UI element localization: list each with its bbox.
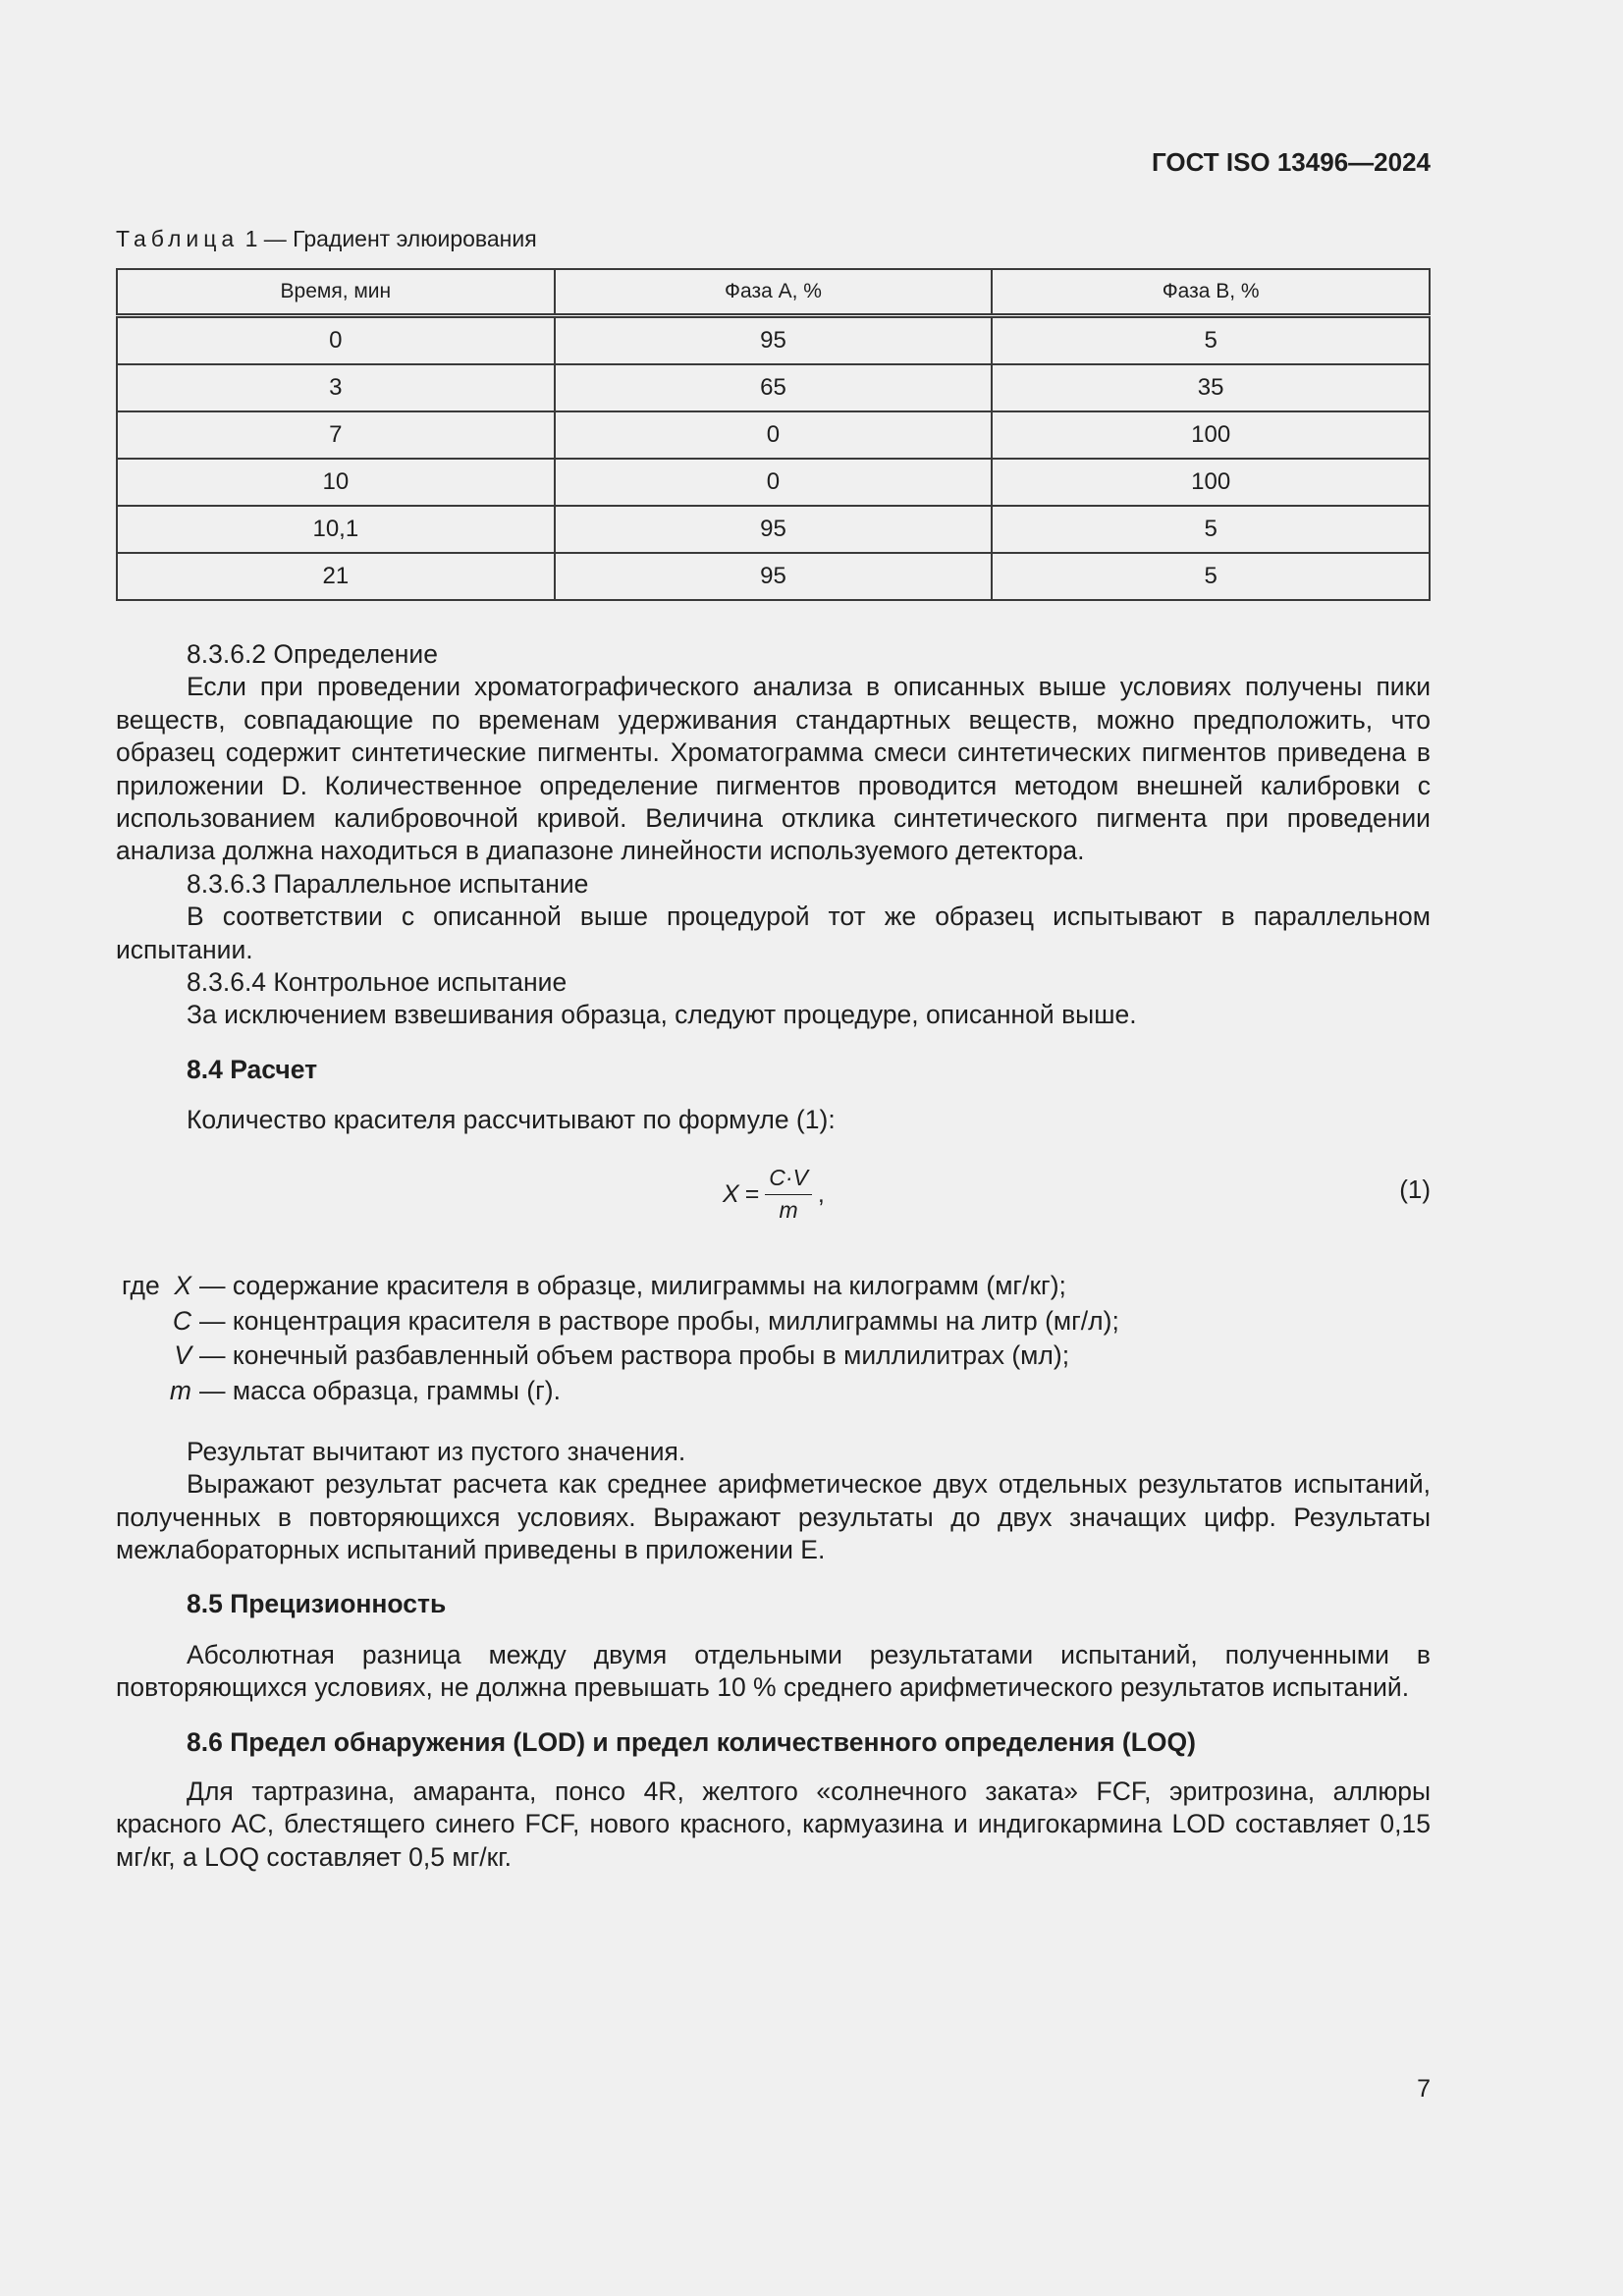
elution-gradient-table — [116, 268, 1431, 601]
table-cell: 95 — [555, 553, 993, 600]
table-cell: 10,1 — [117, 506, 555, 553]
formula-definitions — [122, 1269, 1119, 1408]
table-cell: 5 — [992, 316, 1430, 365]
document-code: ГОСТ ISO 13496—2024 — [1151, 147, 1431, 177]
paragraph: В соответствии с описанной выше процедурой тот же образец испытывают в параллельном испытании. — [116, 902, 1431, 964]
section-8-6-heading — [116, 1726, 1431, 1759]
table-cell: 10 — [117, 459, 555, 506]
table-header-row — [117, 269, 1430, 316]
table-row — [117, 364, 1430, 411]
formula-equals: = — [744, 1179, 760, 1208]
definition-symbol: m — [169, 1375, 191, 1405]
table-cell: 65 — [555, 364, 993, 411]
result-paragraphs — [116, 1436, 1431, 1567]
section-8-5-text — [116, 1639, 1431, 1705]
paragraph: Если при проведении хроматографического анализа в описанных выше условиях получены пики веществ, совпадающие по временам удерживания стандартных веществ, можно предположить, что образец содержит синтетические пигменты. Хроматограмма смеси синтетических пигментов приведена в приложении D. Количественное определение пигментов проводится методом внешней калибровки с использованием калибровочной кривой. Величина отклика синтетического пигмента при проведении анализа должна находиться в диапазоне линейности используемого детектора. — [116, 672, 1431, 866]
paragraph: Абсолютная разница между двумя отдельными результатами испытаний, полученными в повторяющихся условиях, не должна превышать 10 % среднего арифметического результатов испытаний. — [116, 1640, 1431, 1703]
definition-row — [122, 1339, 1119, 1374]
section-heading: 8.3.6.2 Определение — [187, 639, 438, 669]
column-header-time: Время, мин — [117, 269, 555, 316]
section-heading: 8.3.6.3 Параллельное испытание — [187, 868, 589, 899]
table-cell: 100 — [992, 411, 1430, 459]
table-cell: 95 — [555, 316, 993, 365]
formula-fraction — [765, 1165, 812, 1224]
table-cell: 35 — [992, 364, 1430, 411]
table-cell: 0 — [555, 411, 993, 459]
paragraph: Для тартразина, амаранта, понсо 4R, желтого «солнечного заката» FCF, эритрозина, аллюры красного АС, блестящего синего FCF, нового красного, кармуазина и индигокармина LOD составляет 0,15 мг/кг, а LOQ составляет 0,5 мг/кг. — [116, 1777, 1431, 1872]
formula-comma: , — [817, 1179, 825, 1208]
table-cell: 0 — [117, 316, 555, 365]
section-heading: 8.5 Прецизионность — [187, 1589, 447, 1618]
table-caption — [116, 226, 537, 252]
formula-numerator: C·V — [765, 1165, 812, 1195]
page-number: 7 — [1417, 2075, 1431, 2103]
formula-denominator: m — [779, 1197, 798, 1223]
definition-text: — концентрация красителя в растворе пробы, миллиграммы на литр (мг/л); — [199, 1305, 1119, 1336]
table-row — [117, 553, 1430, 600]
table-row — [117, 316, 1430, 365]
section-8-3-6 — [116, 638, 1431, 1032]
definition-text: — масса образца, граммы (г). — [199, 1375, 561, 1405]
formula-1 — [723, 1165, 825, 1224]
table-cell: 5 — [992, 506, 1430, 553]
definition-row — [122, 1304, 1119, 1339]
table-cell: 7 — [117, 411, 555, 459]
table-row — [117, 411, 1430, 459]
definition-row — [122, 1269, 1119, 1304]
column-header-phase-b: Фаза В, % — [992, 269, 1430, 316]
definition-row — [122, 1374, 1119, 1409]
definition-text: — конечный разбавленный объем раствора пробы в миллилитрах (мл); — [199, 1340, 1070, 1370]
paragraph: Результат вычитают из пустого значения. — [187, 1437, 686, 1466]
paragraph: За исключением взвешивания образца, следуют процедуре, описанной выше. — [187, 1000, 1137, 1030]
definition-symbol: X — [174, 1271, 191, 1300]
definition-text: — содержание красителя в образце, милиграммы на килограмм (мг/кг); — [199, 1271, 1066, 1300]
section-heading: 8.3.6.4 Контрольное испытание — [187, 967, 568, 998]
definition-lead: где — [122, 1271, 160, 1300]
definition-symbol: V — [174, 1340, 191, 1370]
table-cell: 5 — [992, 553, 1430, 600]
section-8-4-intro — [116, 1104, 1431, 1136]
equation-number: (1) — [1399, 1175, 1431, 1204]
section-8-6-text — [116, 1776, 1431, 1874]
section-8-5-heading — [116, 1588, 1431, 1620]
table-caption-prefix: Таблица — [116, 226, 240, 251]
paragraph: Количество красителя рассчитывают по формуле (1): — [187, 1105, 836, 1134]
section-heading: 8.6 Предел обнаружения (LOD) и предел количественного определения (LOQ) — [187, 1727, 1196, 1757]
definition-symbol: C — [172, 1305, 191, 1336]
table-cell: 3 — [117, 364, 555, 411]
table-cell: 21 — [117, 553, 555, 600]
table-caption-title: 1 — Градиент элюирования — [239, 226, 537, 251]
table-row — [117, 459, 1430, 506]
table-cell: 0 — [555, 459, 993, 506]
section-8-4-heading — [116, 1054, 1431, 1086]
section-heading: 8.4 Расчет — [187, 1055, 318, 1084]
column-header-phase-a: Фаза А, % — [555, 269, 993, 316]
table-row — [117, 506, 1430, 553]
paragraph: Выражают результат расчета как среднее арифметическое двух отдельных результатов испытаний, полученных в повторяющихся условиях. Выражают результаты до двух значащих цифр. Результаты межлабораторных испытаний приведены в приложении Е. — [116, 1469, 1431, 1565]
formula-lhs: X — [723, 1179, 739, 1208]
table-cell: 100 — [992, 459, 1430, 506]
table-cell: 95 — [555, 506, 993, 553]
